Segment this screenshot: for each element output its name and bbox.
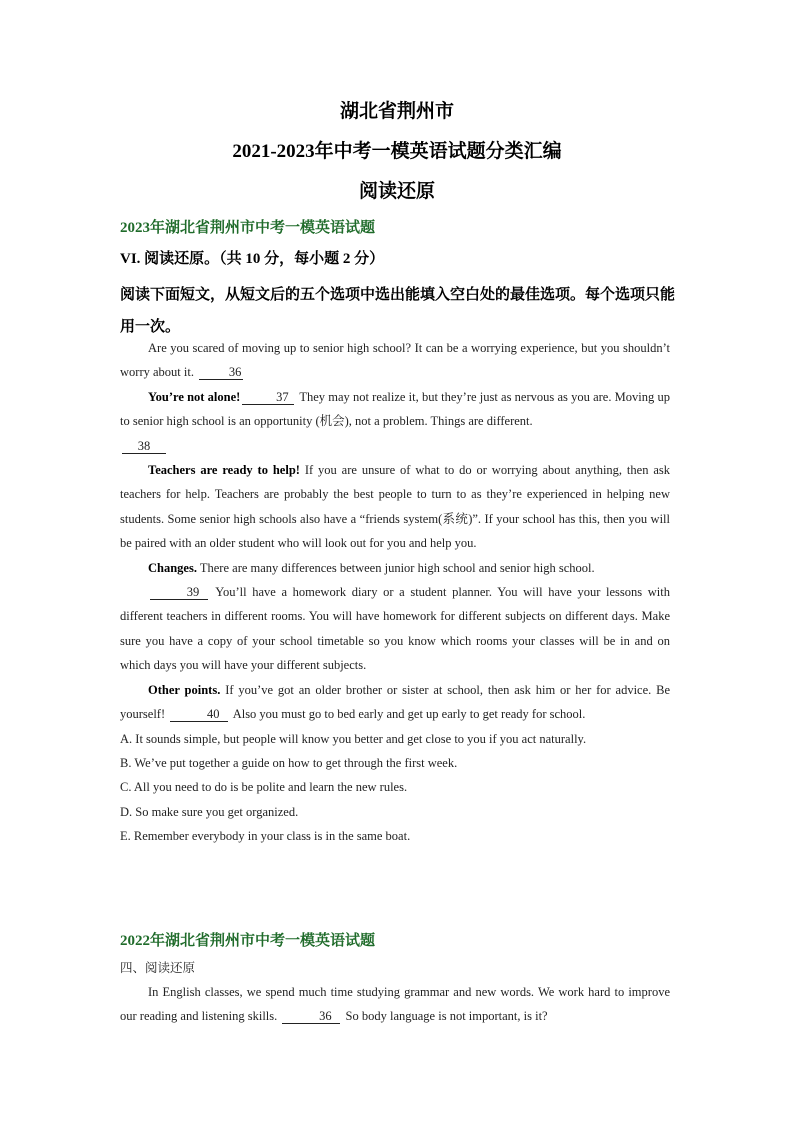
blank-39: 39 xyxy=(150,585,208,600)
paragraph-2 xyxy=(120,385,670,434)
paragraph-text: You’ll have a homework diary or a student planner. You will have your lessons with different teachers in different rooms. You will have homework for different subjects on different days. Make sure you have a copy of your school timetable so you know which rooms your classes will be in and on which days you will have your different subjects. xyxy=(120,585,670,673)
section-heading-2022: 2022年湖北省荆州市中考一模英语试题 xyxy=(120,933,376,949)
option-c: C. All you need to do is be polite and learn the new rules. xyxy=(120,780,408,795)
paragraph-lead: Other points. xyxy=(148,682,221,697)
part-title-2023: VI. 阅读还原。（共 10 分，每小题 2 分） xyxy=(120,251,385,267)
paragraph-1 xyxy=(120,980,670,1028)
option-b: B. We’ve put together a guide on how to get through the first week. xyxy=(120,755,458,770)
paragraph-2-blank xyxy=(120,434,670,458)
section-heading-2023: 2023年湖北省荆州市中考一模英语试题 xyxy=(120,220,376,236)
paragraph-1 xyxy=(120,336,670,385)
option-d: D. So make sure you get organized. xyxy=(120,804,299,819)
paragraph-text: There are many differences between junior high school and senior high school. xyxy=(199,560,595,575)
passage-2022 xyxy=(120,956,670,1028)
paragraph-text: If you are unsure of what to do or worrying about anything, then ask teachers for help. Teachers are probably the best people to turn to as they’re experienced in helping new students. Some senior high schools also have a “friends system(系统)”. If your school has this, then you will be paired with an older student who will look out for you and help you. xyxy=(120,463,670,551)
paragraph-text-continued: Also you must go to bed early and get up early to get ready for school. xyxy=(232,707,586,722)
paragraph-4 xyxy=(120,556,670,580)
blank-36: 36 xyxy=(199,365,243,380)
instruction-2023: 阅读下面短文，从短文后的五个选项中选出能填入空白处的最佳选项。每个选项只能用一次。 xyxy=(120,287,676,335)
paragraph-lead: You’re not alone! xyxy=(148,389,241,404)
blank-36: 36 xyxy=(282,1009,340,1024)
part-title-2022: 四、阅读还原 xyxy=(120,961,196,975)
doc-title-main: 2021-2023年中考一模英语试题分类汇编 xyxy=(232,141,562,162)
option-a: A. It sounds simple, but people will know you better and get close to you if you act naturally. xyxy=(120,731,587,746)
paragraph-6 xyxy=(120,678,670,727)
paragraph-5 xyxy=(120,580,670,678)
paragraph-text: They may not realize it, but they’re just as nervous as you are. Moving up to senior high school is an opportunity (机会), not a problem. Things are different. xyxy=(120,389,670,429)
paragraph-lead: Changes. xyxy=(148,560,197,575)
blank-37: 37 xyxy=(242,390,294,405)
paragraph-lead: Teachers are ready to help! xyxy=(148,463,300,478)
paragraph-text: If you’ve got an older brother or sister at school, then ask him or her for advice. Be yourself! xyxy=(120,682,671,722)
paragraph-text: In English classes, we spend much time studying grammar and new words. We work hard to improve our reading and listening skills. xyxy=(120,985,670,1023)
blank-38: 38 xyxy=(122,439,166,454)
paragraph-text-continued: So body language is not important, is it? xyxy=(345,1009,548,1023)
passage-2023 xyxy=(120,336,670,849)
doc-title-region: 湖北省荆州市 xyxy=(339,101,454,122)
paragraph-text: Are you scared of moving up to senior high school? It can be a worrying experience, but you shouldn’t worry about it. xyxy=(120,341,670,380)
doc-title-topic: 阅读还原 xyxy=(358,181,435,202)
paragraph-3 xyxy=(120,458,670,556)
option-e: E. Remember everybody in your class is in the same boat. xyxy=(120,829,411,844)
blank-40: 40 xyxy=(170,707,228,722)
